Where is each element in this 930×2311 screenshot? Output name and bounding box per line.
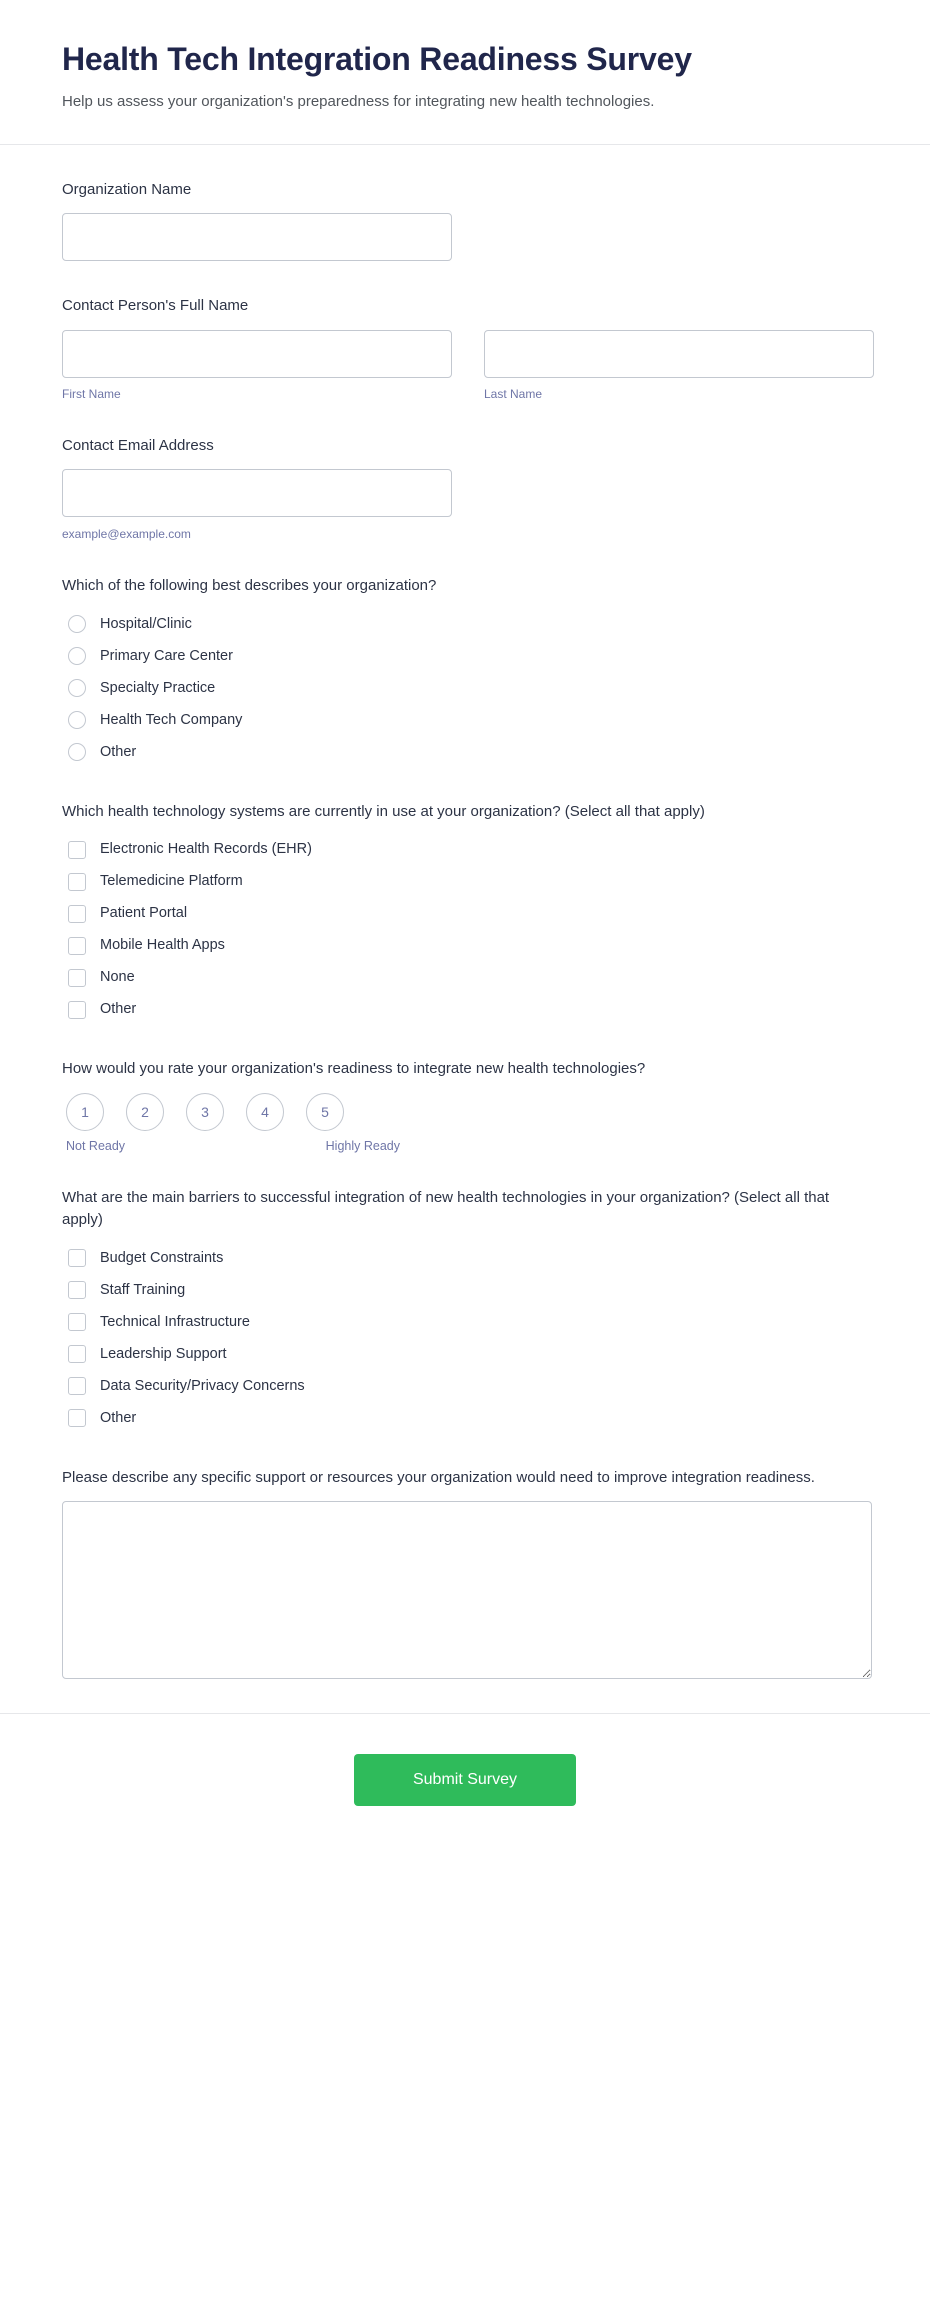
checkbox-option-ehr[interactable] <box>62 835 868 864</box>
checkbox-icon[interactable] <box>68 1345 86 1363</box>
support-needed-label: Please describe any specific support or resources your organization would need to improve integration readiness. <box>62 1468 815 1486</box>
option-label: Technical Infrastructure <box>100 1313 250 1330</box>
checkbox-icon[interactable] <box>68 969 86 987</box>
checkbox-option-other[interactable] <box>62 1404 868 1433</box>
organization-name-input[interactable] <box>62 213 452 261</box>
first-name-input[interactable] <box>62 330 452 378</box>
radio-option-other[interactable] <box>62 738 868 767</box>
support-needed-textarea[interactable] <box>62 1501 872 1679</box>
checkbox-option-data-security-privacy[interactable] <box>62 1372 868 1401</box>
scale-low-label: Not Ready <box>66 1138 126 1153</box>
option-label: Primary Care Center <box>100 647 233 664</box>
checkbox-icon[interactable] <box>68 905 86 923</box>
scale-option-3[interactable]: 3 <box>186 1093 224 1131</box>
option-label: Patient Portal <box>100 905 188 922</box>
option-label: Data Security/Privacy Concerns <box>100 1377 305 1394</box>
checkbox-icon[interactable] <box>68 1313 86 1331</box>
option-label: Staff Training <box>100 1281 186 1298</box>
option-label: None <box>100 969 135 986</box>
organization-name-label: Organization Name <box>62 180 192 198</box>
question-contact-email <box>62 435 868 542</box>
name-row <box>62 330 868 401</box>
submit-survey-button[interactable]: Submit Survey <box>354 1754 576 1806</box>
option-label: Hospital/Clinic <box>100 615 192 632</box>
checkbox-icon[interactable] <box>68 1377 86 1395</box>
radio-icon[interactable] <box>68 647 86 665</box>
question-systems-in-use <box>62 801 868 1025</box>
checkbox-option-patient-portal[interactable] <box>62 899 868 928</box>
radio-option-specialty-practice[interactable] <box>62 674 868 703</box>
contact-email-hint: example@example.com <box>62 527 191 542</box>
checkbox-icon[interactable] <box>68 1001 86 1019</box>
checkbox-option-telemedicine-platform[interactable] <box>62 867 868 896</box>
radio-icon[interactable] <box>68 711 86 729</box>
barriers-label: What are the main barriers to successful integration of new health technologies in your organization? (Select all that apply) <box>62 1188 830 1229</box>
radio-icon[interactable] <box>68 743 86 761</box>
contact-name-label: Contact Person's Full Name <box>62 297 249 315</box>
radio-icon[interactable] <box>68 615 86 633</box>
scale-option-2[interactable]: 2 <box>126 1093 164 1131</box>
scale-option-1[interactable]: 1 <box>66 1093 104 1131</box>
scale-option-5[interactable]: 5 <box>306 1093 344 1131</box>
page-title: Health Tech Integration Readiness Survey <box>62 41 692 77</box>
radio-icon[interactable] <box>68 679 86 697</box>
option-label: Electronic Health Records (EHR) <box>100 841 312 858</box>
contact-email-input[interactable] <box>62 469 452 517</box>
checkbox-icon[interactable] <box>68 1281 86 1299</box>
checkbox-icon[interactable] <box>68 937 86 955</box>
option-label: Mobile Health Apps <box>100 937 225 954</box>
option-label: Other <box>100 1409 137 1426</box>
option-label: Telemedicine Platform <box>100 873 243 890</box>
question-barriers <box>62 1187 868 1433</box>
checkbox-option-other[interactable] <box>62 995 868 1024</box>
option-label: Other <box>100 1001 137 1018</box>
checkbox-option-staff-training[interactable] <box>62 1276 868 1305</box>
question-contact-name <box>62 295 868 401</box>
last-name-input[interactable] <box>484 330 874 378</box>
systems-in-use-label: Which health technology systems are currently in use at your organization? (Select all that apply) <box>62 802 705 820</box>
option-label: Health Tech Company <box>100 711 243 728</box>
checkbox-option-mobile-health-apps[interactable] <box>62 931 868 960</box>
question-organization-name <box>62 179 868 262</box>
option-label: Leadership Support <box>100 1345 227 1362</box>
checkbox-icon[interactable] <box>68 841 86 859</box>
barriers-options <box>62 1244 868 1433</box>
option-label: Other <box>100 743 137 760</box>
readiness-scale-options <box>62 1093 868 1131</box>
radio-option-hospital-clinic[interactable] <box>62 610 868 639</box>
readiness-scale-label: How would you rate your organization's readiness to integrate new health technologies? <box>62 1060 646 1078</box>
form-body <box>0 145 930 1680</box>
checkbox-option-leadership-support[interactable] <box>62 1340 868 1369</box>
option-label: Specialty Practice <box>100 679 216 696</box>
first-name-group <box>62 330 452 401</box>
question-readiness-scale <box>62 1058 868 1153</box>
option-label: Budget Constraints <box>100 1249 224 1266</box>
last-name-group <box>484 330 874 401</box>
checkbox-option-budget-constraints[interactable] <box>62 1244 868 1273</box>
question-support-needed <box>62 1467 868 1680</box>
scale-option-4[interactable]: 4 <box>246 1093 284 1131</box>
question-organization-type <box>62 575 868 767</box>
systems-in-use-options <box>62 835 868 1024</box>
organization-type-options <box>62 610 868 767</box>
first-name-sublabel: First Name <box>62 386 121 401</box>
checkbox-icon[interactable] <box>68 1249 86 1267</box>
form-header <box>0 0 930 145</box>
checkbox-option-technical-infrastructure[interactable] <box>62 1308 868 1337</box>
radio-option-health-tech-company[interactable] <box>62 706 868 735</box>
checkbox-icon[interactable] <box>68 873 86 891</box>
radio-option-primary-care-center[interactable] <box>62 642 868 671</box>
last-name-sublabel: Last Name <box>484 386 543 401</box>
checkbox-icon[interactable] <box>68 1409 86 1427</box>
scale-high-label: Highly Ready <box>325 1138 400 1153</box>
checkbox-option-none[interactable] <box>62 963 868 992</box>
organization-type-label: Which of the following best describes your organization? <box>62 577 437 595</box>
form-subtitle: Help us assess your organization's preparedness for integrating new health technologies. <box>62 93 655 111</box>
readiness-scale-legend <box>62 1138 400 1153</box>
contact-email-label: Contact Email Address <box>62 436 214 454</box>
form-footer <box>0 1713 930 1850</box>
